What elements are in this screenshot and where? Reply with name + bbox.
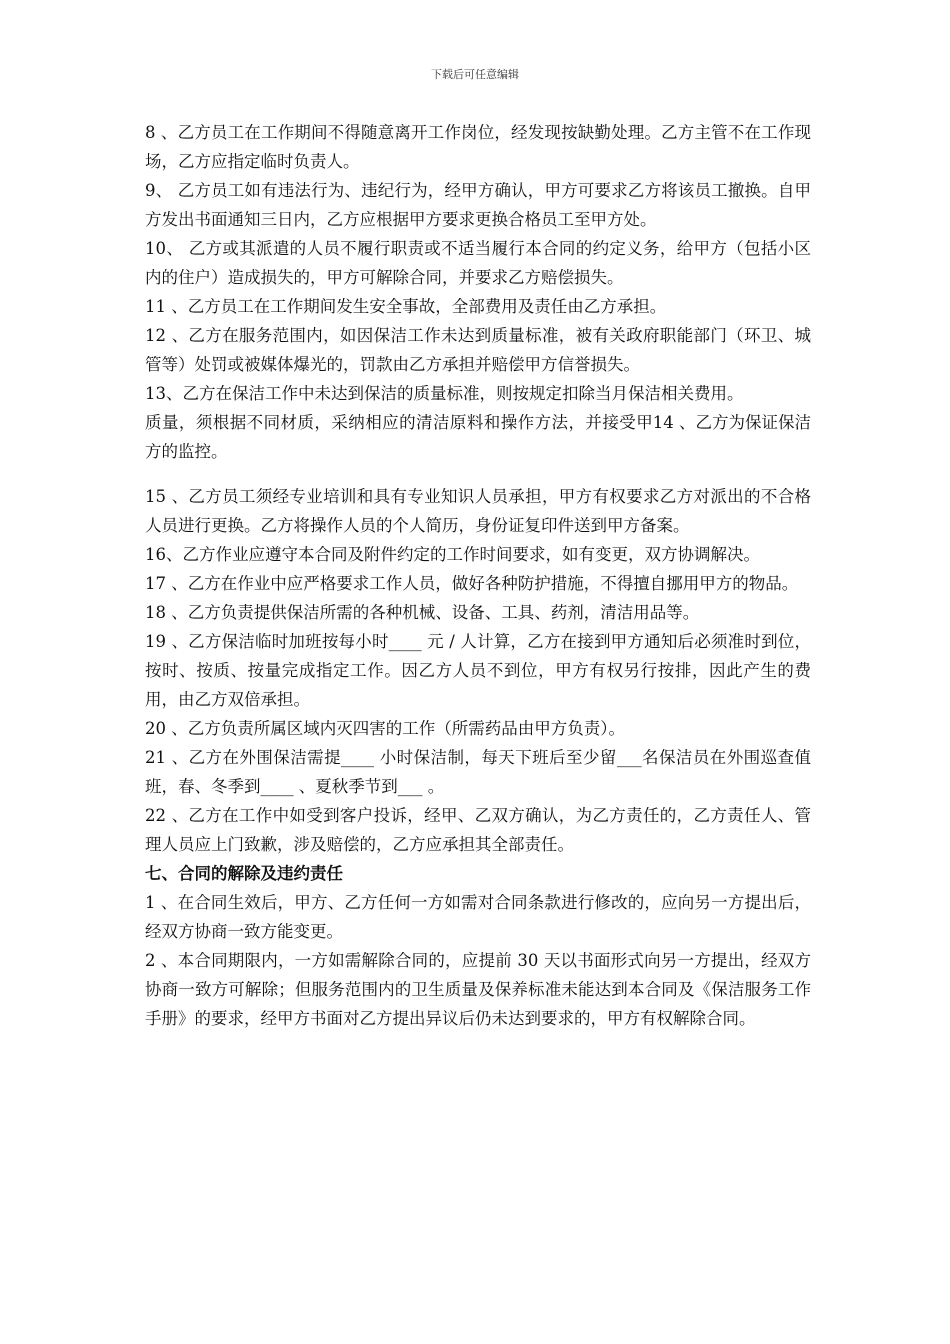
clause-18: 18 、乙方负责提供保洁所需的各种机械、设备、工具、药剂，清洁用品等。 [145, 603, 700, 622]
clause-13-text: 13、乙方在保洁工作中未达到保洁的质量标准，则按规定扣除当月保洁相关费用。 [145, 384, 744, 403]
clause-12: 12 、乙方在服务范围内，如因保洁工作未达到质量标准，被有关政府职能部门（环卫、城管等）处罚或被媒体爆光的，罚款由乙方承担并赔偿甲方信誉损失。 [145, 326, 811, 374]
clause-8: 8 、乙方员工在工作期间不得随意离开工作岗位，经发现按缺勤处理。乙方主管不在工作现场，乙方应指定临时负责人。 [145, 123, 811, 171]
clause-16: 16、乙方作业应遵守本合同及附件约定的工作时间要求，如有变更，双方协调解决。 [145, 545, 760, 564]
document-body [145, 118, 811, 1033]
page-header: 下载后可任意编辑 [431, 68, 519, 81]
clause-15: 15 、乙方员工须经专业培训和具有专业知识人员承担，甲方有权要求乙方对派出的不合格人员进行更换。乙方将操作人员的个人简历，身份证复印件送到甲方备案。 [145, 487, 811, 535]
clause-20: 20 、乙方负责所属区域内灭四害的工作（所需药品由甲方负责）。 [145, 719, 625, 738]
clause-22: 22 、乙方在工作中如受到客户投诉，经甲、乙双方确认，为乙方责任的，乙方责任人、管理人员应上门致歉，涉及赔偿的，乙方应承担其全部责任。 [145, 806, 811, 854]
clause-13 [145, 379, 811, 432]
clause-9: 9、 乙方员工如有违法行为、违纪行为，经甲方确认，甲方可要求乙方将该员工撤换。自甲方发出书面通知三日内，乙方应根据甲方要求更换合格员工至甲方处。 [145, 181, 811, 229]
section-7-heading: 七、合同的解除及违约责任 [145, 864, 343, 883]
section-7-clause-2: 2 、本合同期限内，一方如需解除合同的，应提前 30 天以书面形式向另一方提出，经双方协商一致方可解除；但服务范围内的卫生质量及保养标准未能达到本合同及《保洁服务工作手册》的要求，经甲方书面对乙方提出异议后仍未达到要求的，甲方有权解除合同。 [145, 951, 811, 1028]
clause-17: 17 、乙方在作业中应严格要求工作人员，做好各种防护措施，不得擅自挪用甲方的物品。 [145, 574, 799, 593]
clause-19: 19 、乙方保洁临时加班按每小时____ 元 / 人计算，乙方在接到甲方通知后必须准时到位，按时、按质、按量完成指定工作。因乙方人员不到位，甲方有权另行按排，因此产生的费用，由乙方双倍承担。 [145, 632, 811, 709]
clause-14-start: 14 、乙方为保证保洁 [652, 413, 811, 432]
section-7-clause-1: 1 、在合同生效后，甲方、乙方任何一方如需对合同条款进行修改的，应向另一方提出后，经双方协商一致方能变更。 [145, 893, 811, 941]
clause-11: 11 、乙方员工在工作期间发生安全事故，全部费用及责任由乙方承担。 [145, 297, 667, 316]
clause-21: 21 、乙方在外围保洁需提____ 小时保洁制，每天下班后至少留___名保洁员在外围巡查值班，春、冬季到____ 、夏秋季节到___ 。 [145, 748, 811, 796]
clause-14: 质量，须根据不同材质，采纳相应的清洁原料和操作方法，并接受甲方的监控。 [145, 413, 653, 461]
clause-10: 10、 乙方或其派遣的人员不履行职责或不适当履行本合同的约定义务，给甲方（包括小区内的住户）造成损失的，甲方可解除合同，并要求乙方赔偿损失。 [145, 239, 811, 287]
